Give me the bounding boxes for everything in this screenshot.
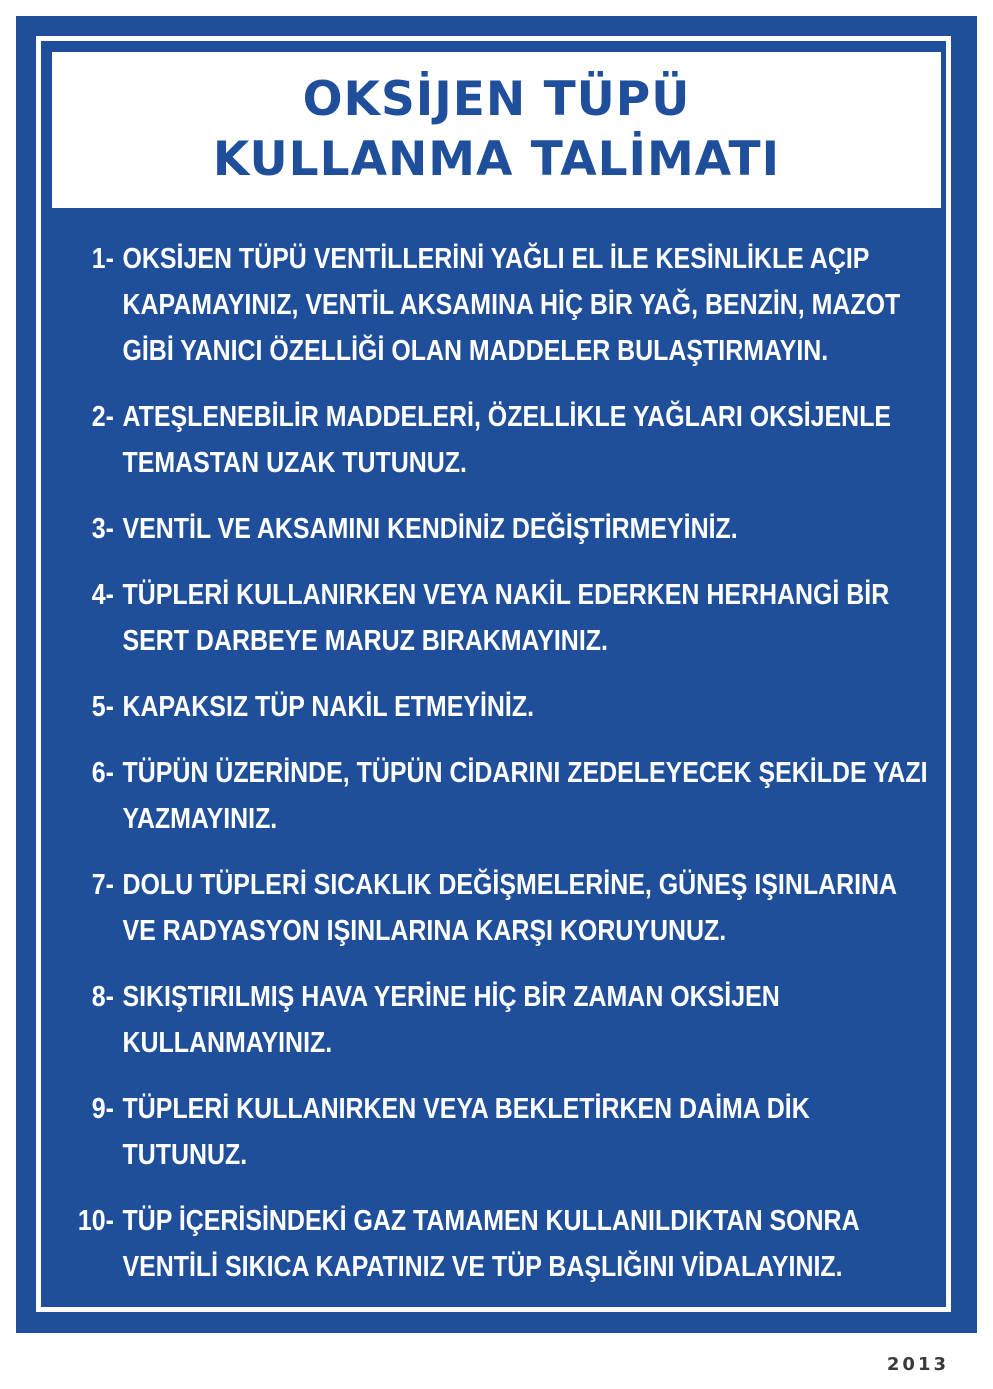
title-line-2: KULLANMA TALİMATI — [212, 132, 781, 187]
instruction-number: 8- — [91, 981, 114, 1013]
instruction-text: DOLU TÜPLERİ SICAKLIK DEĞİŞMELERİNE, GÜNEŞ IŞINLARINA VE RADYASYON IŞINLARINA KARŞI KORUYUNUZ. — [122, 869, 897, 947]
instruction-number: 7- — [91, 869, 114, 901]
instruction-text: TÜPLERİ KULLANIRKEN VEYA NAKİL EDERKEN HERHANGİ BİR SERT DARBEYE MARUZ BIRAKMAYINIZ. — [122, 579, 890, 657]
instruction-text: SIKIŞTIRILMIŞ HAVA YERİNE HİÇ BİR ZAMAN OKSİJEN KULLANMAYINIZ. — [122, 981, 780, 1059]
instruction-text: ATEŞLENEBİLİR MADDELERİ, ÖZELLİKLE YAĞLARI OKSİJENLE TEMASTAN UZAK TUTUNUZ. — [122, 401, 892, 479]
instruction-number: 2- — [91, 401, 114, 433]
instruction-item-1 — [64, 236, 933, 374]
instruction-item-9 — [64, 1086, 933, 1178]
instruction-item-3 — [64, 506, 933, 552]
instruction-number: 10- — [77, 1205, 114, 1237]
instruction-item-6 — [64, 750, 933, 842]
instruction-number: 1- — [91, 243, 114, 275]
instruction-number: 5- — [91, 691, 114, 723]
instruction-number: 4- — [91, 579, 114, 611]
instruction-item-5 — [64, 684, 933, 730]
instruction-text: VENTİL VE AKSAMINI KENDİNİZ DEĞİŞTİRMEYİNİZ. — [122, 513, 738, 545]
instruction-item-2 — [64, 394, 933, 486]
instruction-text: KAPAKSIZ TÜP NAKİL ETMEYİNİZ. — [122, 691, 535, 723]
instruction-text: TÜPLERİ KULLANIRKEN VEYA BEKLETİRKEN DAİMA DİK TUTUNUZ. — [122, 1093, 810, 1171]
instruction-number: 3- — [91, 513, 114, 545]
title-line-1: OKSİJEN TÜPÜ — [302, 72, 691, 127]
instruction-text: TÜPÜN ÜZERİNDE, TÜPÜN CİDARINI ZEDELEYECEK ŞEKİLDE YAZI YAZMAYINIZ. — [122, 757, 928, 835]
instruction-number: 6- — [91, 757, 114, 789]
instruction-text: TÜP İÇERİSİNDEKİ GAZ TAMAMEN KULLANILDIKTAN SONRA VENTİLİ SIKICA KAPATINIZ VE TÜP BAŞLIĞINI VİDALAYINIZ. — [122, 1205, 859, 1283]
instruction-item-4 — [64, 572, 933, 664]
sign-code: 2013 — [886, 1354, 949, 1375]
instruction-item-7 — [64, 862, 933, 954]
instruction-item-10 — [64, 1198, 933, 1290]
instruction-number: 9- — [91, 1093, 114, 1125]
instruction-item-8 — [64, 974, 933, 1066]
title-box — [52, 52, 941, 208]
instruction-text: OKSİJEN TÜPÜ VENTİLLERİNİ YAĞLI EL İLE KESİNLİKLE AÇIP KAPAMAYINIZ, VENTİL AKSAMINA HİÇ BİR YAĞ, BENZİN, MAZOT GİBİ YANICI ÖZELLİĞİ OLAN MADDELER BULAŞTIRMAYIN. — [122, 243, 901, 367]
instruction-list — [64, 236, 934, 1290]
